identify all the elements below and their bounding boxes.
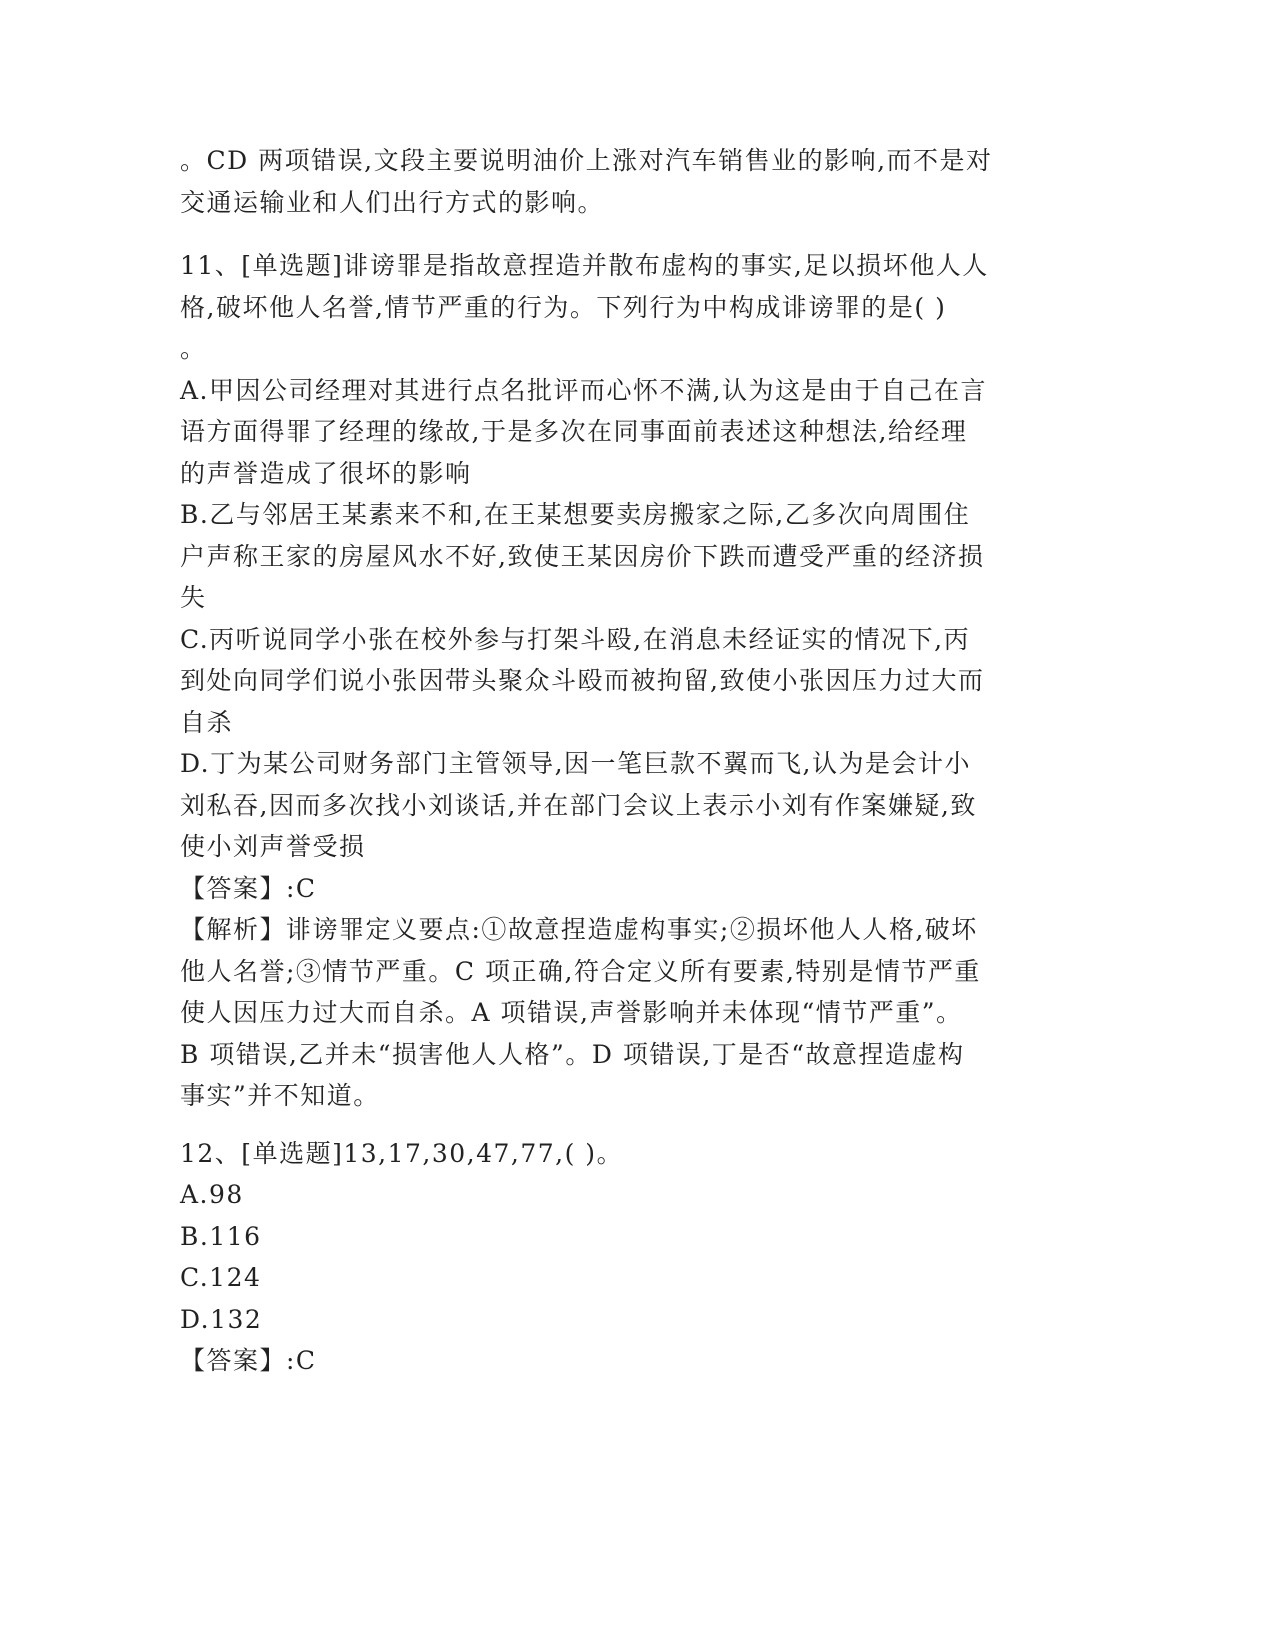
text-line: 使人因压力过大而自杀。A 项错误,声誉影响并未体现“情节严重”。 xyxy=(180,998,963,1027)
analysis xyxy=(180,909,1060,1117)
option-d xyxy=(180,743,1060,868)
text-line: 失 xyxy=(180,583,207,612)
text-line: 使小刘声誉受损 xyxy=(180,832,366,861)
question-stem xyxy=(180,245,1060,370)
text-line: 事实”并不知道。 xyxy=(180,1081,380,1110)
text-line: 11、[单选题]诽谤罪是指故意捏造并散布虚构的事实,足以损坏他人人 xyxy=(180,251,989,280)
text-line: 。 xyxy=(180,334,207,363)
option-a: A.98 xyxy=(180,1180,244,1209)
text-line: D.丁为某公司财务部门主管领导,因一笔巨款不翼而飞,认为是会计小 xyxy=(180,749,971,778)
option-b xyxy=(180,494,1060,619)
option-c: C.124 xyxy=(180,1263,262,1292)
text-line: B 项错误,乙并未“损害他人人格”。D 项错误,丁是否“故意捏造虚构 xyxy=(180,1039,965,1069)
option-a xyxy=(180,370,1060,495)
text-line: C.丙听说同学小张在校外参与打架斗殴,在消息未经证实的情况下,丙 xyxy=(180,624,971,654)
text-line: 。CD 两项错误,文段主要说明油价上涨对汽车销售业的影响,而不是对 xyxy=(180,146,993,175)
text-line: 刘私吞,因而多次找小刘谈话,并在部门会议上表示小刘有作案嫌疑,致 xyxy=(180,790,977,820)
text-line: 语方面得罪了经理的缘故,于是多次在同事面前表述这种想法,给经理 xyxy=(180,417,968,446)
option-c xyxy=(180,619,1060,744)
text-line: A.甲因公司经理对其进行点名批评而心怀不满,认为这是由于自己在言 xyxy=(180,375,987,405)
text-line: 【解析】诽谤罪定义要点:①故意捏造虚构事实;②损坏他人人格,破坏 xyxy=(180,915,978,944)
option-d: D.132 xyxy=(180,1304,263,1334)
option-b: B.116 xyxy=(180,1221,262,1251)
question-stem: 12、[单选题]13,17,30,47,77,( )。 xyxy=(180,1138,624,1168)
answer-line: 【答案】:C xyxy=(180,1346,317,1375)
intro-paragraph xyxy=(180,140,1060,223)
text-line: 自杀 xyxy=(180,707,234,737)
text-line: B.乙与邻居王某素来不和,在王某想要卖房搬家之际,乙多次向周围住 xyxy=(180,500,971,529)
text-line: 他人名誉;③情节严重。C 项正确,符合定义所有要素,特别是情节严重 xyxy=(180,956,981,986)
text-line: 交通运输业和人们出行方式的影响。 xyxy=(180,187,605,217)
text-line: 户声称王家的房屋风水不好,致使王某因房价下跌而遭受严重的经济损 xyxy=(180,541,985,571)
text-line: 到处向同学们说小张因带头聚众斗殴而被拘留,致使小张因压力过大而 xyxy=(180,666,985,695)
text-line: 格,破坏他人名誉,情节严重的行为。下列行为中构成诽谤罪的是( ) xyxy=(180,292,947,322)
text-line: 的声誉造成了很坏的影响 xyxy=(180,458,472,488)
question-11 xyxy=(180,245,1060,1117)
question-12 xyxy=(180,1133,1060,1382)
answer-line: 【答案】:C xyxy=(180,873,317,903)
document-page xyxy=(180,140,1060,1382)
